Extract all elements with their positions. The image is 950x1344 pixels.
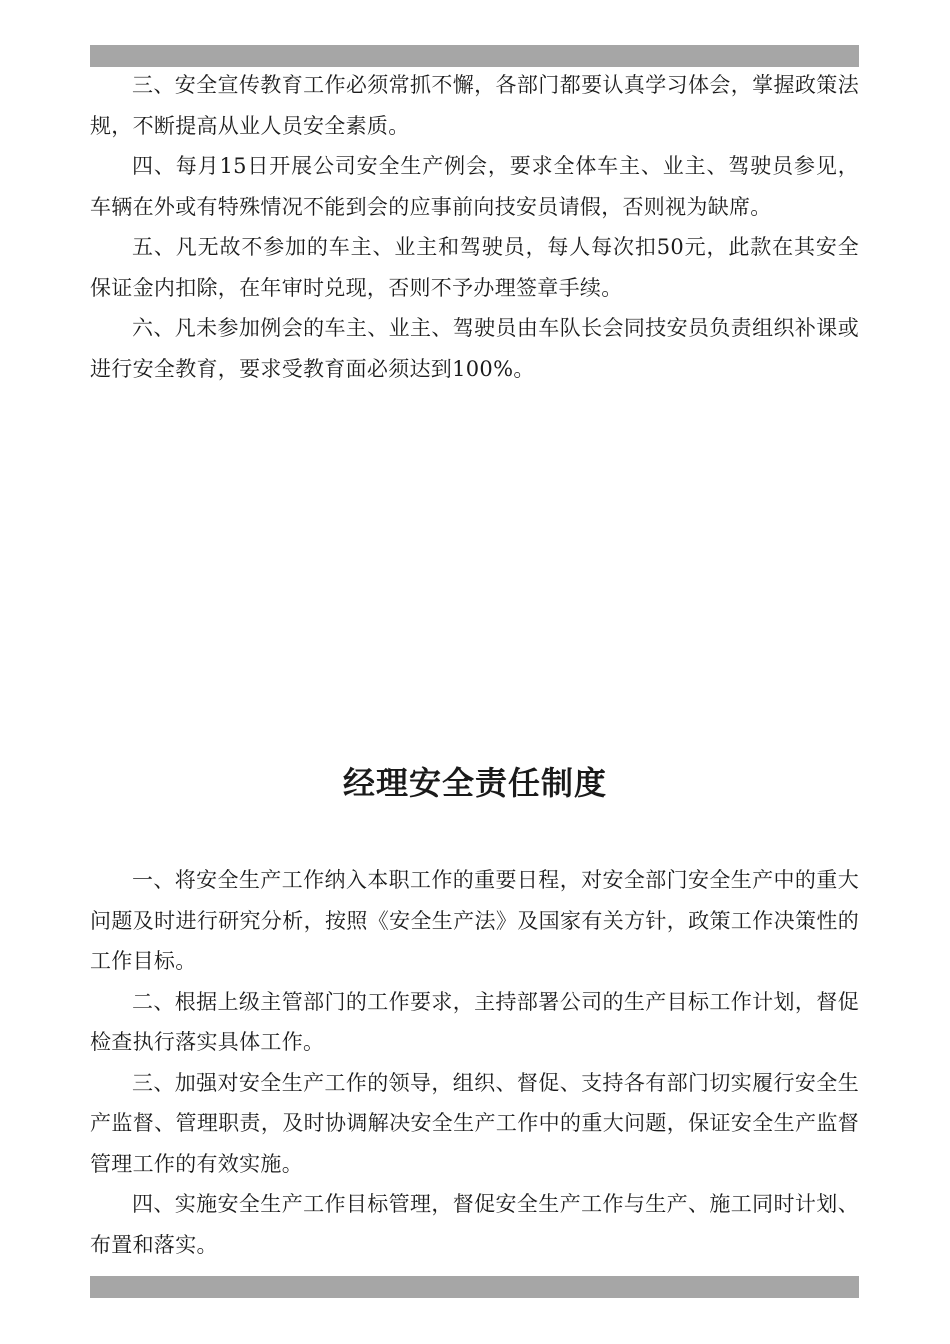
section-top-text — [90, 65, 859, 389]
section-title: 经理安全责任制度 — [342, 764, 607, 802]
header-bar — [90, 45, 859, 67]
paragraph: 六、凡未参加例会的车主、业主、驾驶员由车队长会同技安员负责组织补课或进行安全教育，要求受教育面必须达到100%。 — [90, 316, 859, 381]
paragraph: 三、安全宣传教育工作必须常抓不懈，各部门都要认真学习体会，掌握政策法规，不断提高从业人员安全素质。 — [90, 73, 859, 138]
paragraph: 四、实施安全生产工作目标管理，督促安全生产工作与生产、施工同时计划、布置和落实。 — [90, 1192, 859, 1257]
section-bottom-text — [90, 860, 859, 1265]
paragraph: 一、将安全生产工作纳入本职工作的重要日程，对安全部门安全生产中的重大问题及时进行研究分析，按照《安全生产法》及国家有关方针，政策工作决策性的工作目标。 — [90, 868, 859, 973]
paragraph: 三、加强对安全生产工作的领导，组织、督促、支持各有部门切实履行安全生产监督、管理职责，及时协调解决安全生产工作中的重大问题，保证安全生产监督管理工作的有效实施。 — [90, 1070, 859, 1176]
footer-bar — [90, 1276, 859, 1298]
paragraph: 二、根据上级主管部门的工作要求，主持部署公司的生产目标工作计划，督促检查执行落实具体工作。 — [90, 989, 859, 1054]
paragraph: 四、每月15日开展公司安全生产例会，要求全体车主、业主、驾驶员参见，车辆在外或有特殊情况不能到会的应事前向技安员请假，否则视为缺席。 — [90, 154, 859, 219]
paragraph: 五、凡无故不参加的车主、业主和驾驶员，每人每次扣50元，此款在其安全保证金内扣除，在年审时兑现，否则不予办理签章手续。 — [90, 235, 859, 300]
